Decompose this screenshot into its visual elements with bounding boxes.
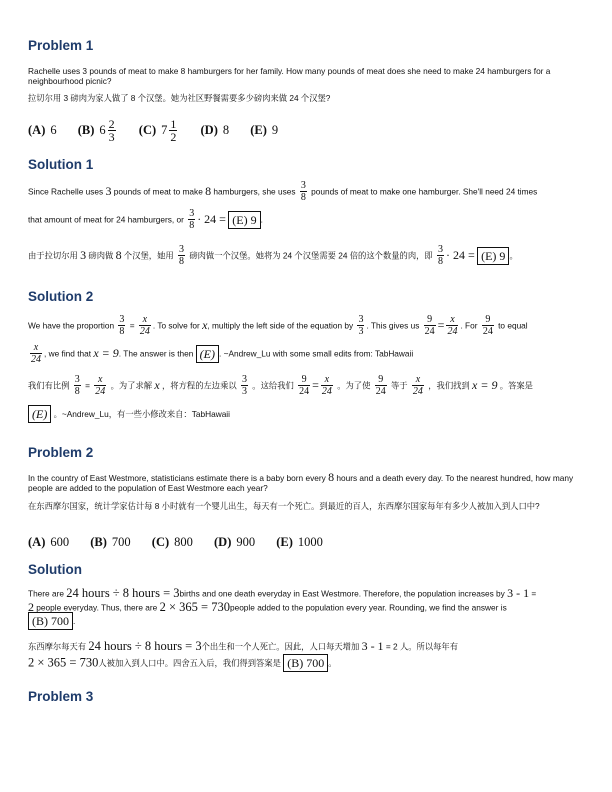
choice-d: (D) 900 [214,535,256,549]
solution-2-heading: Solution 2 [28,289,94,304]
choice-b: (B) 700 [90,535,131,549]
solution-p2-line-3: (B) 700 . [28,612,75,630]
solution-1-line-1: Since Rachelle uses 3 pounds of meat to make 8 hamburgers, she uses $\frac{3}{8}$ pounds of meat to make one hamburger. She'll need 24 times [28,180,538,203]
choice-a: (A) 600 [28,535,70,549]
answer-box: (B) 700 [283,654,328,672]
answer-box: (E) 9 [228,211,260,229]
choice-b: (B) 6 $\frac{2}{3}$ [77,117,115,144]
choice-c: (C) 800 [151,535,193,549]
problem-2-text-zh: 在东西摩尔国家，统计学家估计每 8 小时就有一个婴儿出生，每天有一个死亡。到最近的百人，东西摩尔国家每年有多少人被加入到人口中? [28,501,540,511]
solution-1-line-2: that amount of meat for 24 hamburgers, or $\frac{3}{8}$ · 24 = (E) 9 . [28,208,263,231]
answer-box: (E) [28,405,51,423]
fraction: $\frac{3}{8}$ [300,180,306,203]
solution-2-line-zh-1: 我们有比例 $\frac{3}{8}$ = $\frac{x}{24}$ 。为了求解 x ，将方程的左边乘以 $\frac{3}{3}$ 。这给我们 $\frac{9}{24}$ = $\frac{x}{24}$ 。为了使 $\frac{9}{24}$ 等于 $\frac{x}{24}$ ，我们找到 x = 9 。答案是 [28,374,533,397]
solution-p2-line-2: 2 people everyday. Thus, there are 2 × 365 = 730people added to the population every year. Rounding, we find the answer is [28,600,507,614]
choice-e: (E) 1000 [276,535,323,549]
answer-box: (E) [196,345,219,363]
solution-p2-line-zh-1: 东西摩尔每天有 24 hours ÷ 8 hours = 3个出生和一个人死亡。因此，人口每天增加 3 - 1 = 2 人。所以每年有 [28,639,459,653]
solution-1-line-zh: 由于拉切尔用 3 磅肉做 8 个汉堡，她用 $\frac{3}{8}$ 磅肉做一个汉堡。她将为 24 个汉堡需要 24 倍的这个数量的肉，即 $\frac{3}{8}$ · 24 = (E) 9 。 [28,244,518,267]
problem-1-choices [28,118,296,143]
problem-1-text-zh: 拉切尔用 3 磅肉为家人做了 8 个汉堡。她为社区野餐需要多少磅肉来做 24 个汉堡? [28,93,331,103]
problem-1-heading: Problem 1 [28,38,94,53]
solution-2-line-2: $\frac{x}{24}$ , we find that x = 9. The answer is then (E) . ~Andrew_Lu with some small edits from: TabHawaii [31,342,414,365]
choice-c: (C) 7 $\frac{1}{2}$ [138,117,177,144]
problem-2-text-en: In the country of East Westmore, statisticians estimate there is a baby born every 8 hours and a death every day. To the nearest hundred, how many people are added to the population of East Westmore each year? [28,470,574,493]
answer-box: (B) 700 [28,612,73,630]
choice-e: (E) 9 [250,123,279,137]
solution-p2-line-zh-2: 2 × 365 = 730人被加入到人口中。四舍五入后，我们得到答案是 (B) 700 。 [28,655,337,670]
answer-box: (E) 9 [477,247,509,265]
problem-2-choices [28,535,341,550]
problem-1-text-en: Rachelle uses 3 pounds of meat to make 8 hamburgers for her family. How many pounds of meat does she need to make 24 hamburgers for a neighbourhood picnic? [28,66,551,86]
solution-2-line-zh-2: (E) 。~Andrew_Lu，有一些小修改来自：TabHawaii [28,405,230,423]
solution-1-heading: Solution 1 [28,157,94,172]
choice-d: (D) 8 [200,123,230,137]
solution-p2-heading: Solution [28,562,82,577]
solution-2-line-1: We have the proportion $\frac{3}{8}$ = $\frac{x}{24}$ . To solve for x, multiply the left side of the equation by $\frac{3}{3}$ . This gives us $\frac{9}{24}$ = $\frac{x}{24}$ . For $\frac{9}{24}$ to equal [28,314,528,337]
problem-2-heading: Problem 2 [28,445,94,460]
solution-p2-line-1: There are 24 hours ÷ 8 hours = 3births and one death everyday in East Westmore. Therefore, the population increases by 3 - 1 = [28,586,537,600]
choice-a: (A) 6 [28,123,57,137]
problem-3-heading: Problem 3 [28,689,94,704]
